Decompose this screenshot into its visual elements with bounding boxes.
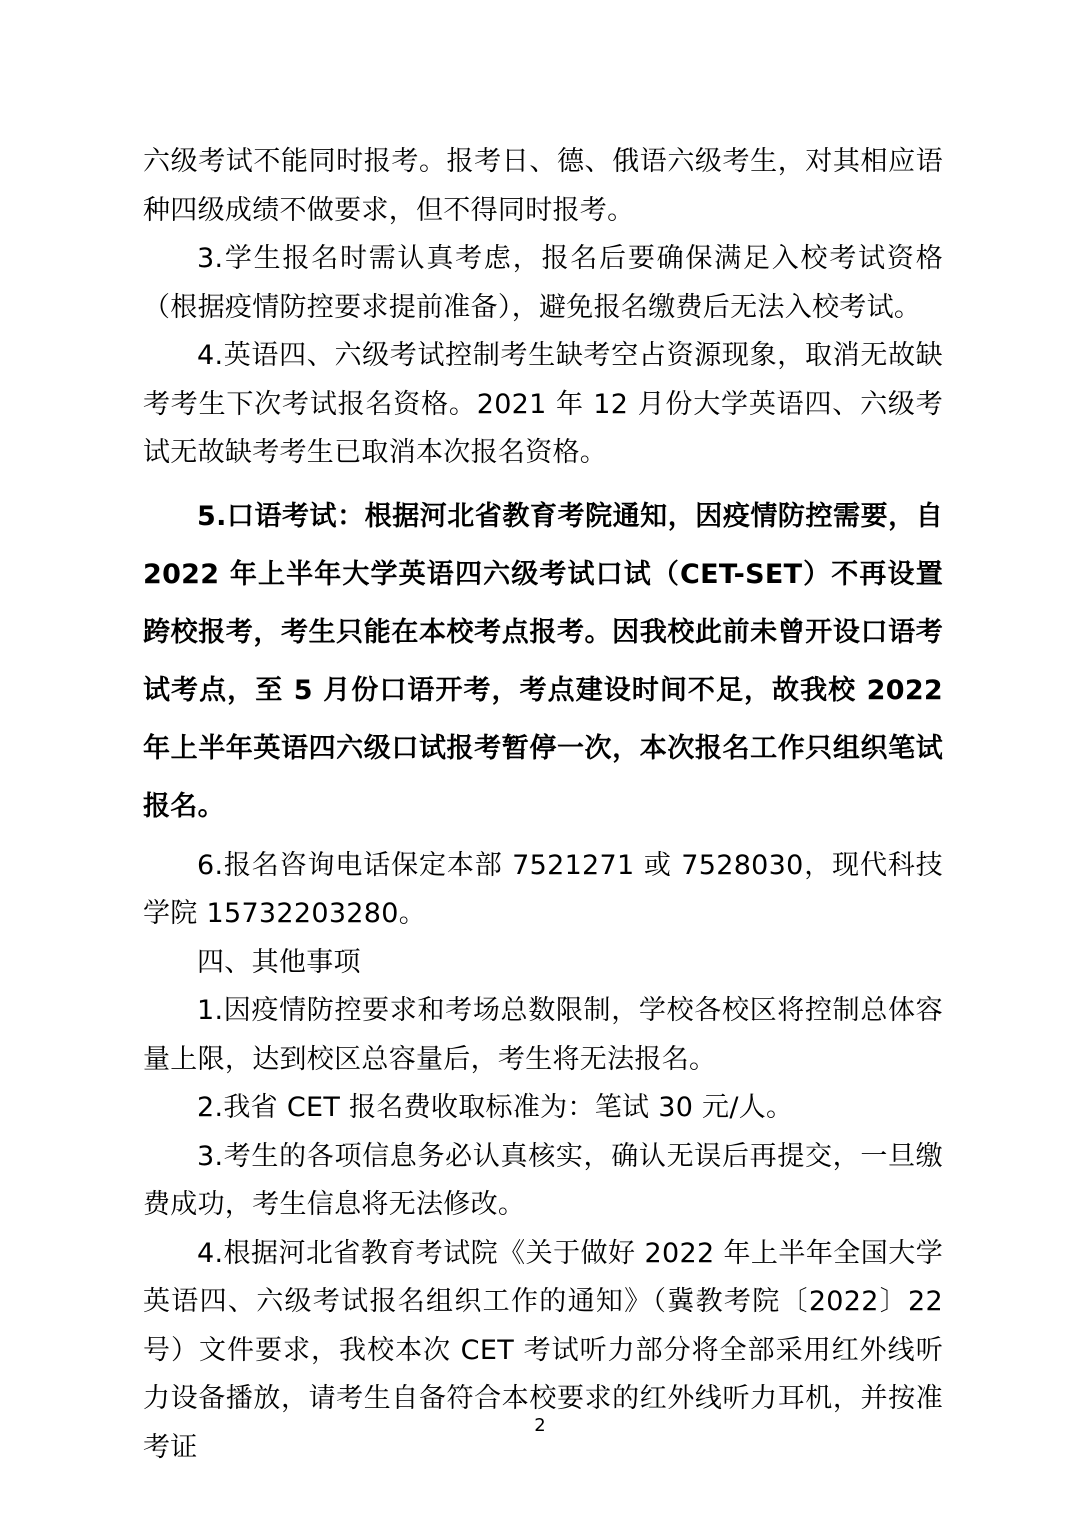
paragraph-other-1: 1.因疫情防控要求和考场总数限制，学校各校区将控制总体容量上限，达到校区总容量后，考生将无法报名。 <box>143 995 943 1075</box>
section-heading-other-matters: 四、其他事项 <box>197 946 361 978</box>
paragraph-other-4: 4.根据河北省教育考试院《关于做好 2022 年上半年全国大学英语四、六级考试报名组织工作的通知》（冀教考院〔2022〕22 号）文件要求，我校本次 CET 考试听力部分将全部采用红外线听力设备播放，请考生自备符合本校要求的红外线听力耳机，并按准考证 <box>143 1237 943 1463</box>
paragraph-item-4: 4.英语四、六级考试控制考生缺考空占资源现象，取消无故缺考考生下次考试报名资格。2021 年 12 月份大学英语四、六级考试无故缺考考生已取消本次报名资格。 <box>143 340 943 468</box>
paragraph-continuation: 六级考试不能同时报考。报考日、德、俄语六级考生，对其相应语种四级成绩不做要求，但不得同时报考。 <box>143 146 943 226</box>
paragraph-other-2: 2.我省 CET 报名费收取标准为：笔试 30 元/人。 <box>197 1092 794 1123</box>
paragraph-other-3: 3.考生的各项信息务必认真核实，确认无误后再提交，一旦缴费成功，考生信息将无法修改。 <box>143 1140 943 1220</box>
page-number: 2 <box>534 1415 546 1436</box>
paragraph-item-3: 3.学生报名时需认真考虑，报名后要确保满足入校考试资格（根据疫情防控要求提前准备），避免报名缴费后无法入校考试。 <box>143 243 943 323</box>
paragraph-item-6-contact: 6.报名咨询电话保定本部 7521271 或 7528030，现代科技学院 15732203280。 <box>143 849 943 929</box>
paragraph-item-5-oral-exam: 5.口语考试：根据河北省教育考院通知，因疫情防控需要，自 2022 年上半年大学英语四六级考试口试（CET-SET）不再设置跨校报考，考生只能在本校考点报考。因我校此前未曾开设口语考试考点，至 5 月份口语开考，考点建设时间不足，故我校 2022 年上半年英语四六级口试报考暂停一次，本次报名工作只组织笔试报名。 <box>143 500 943 822</box>
document-body <box>143 138 943 1472</box>
